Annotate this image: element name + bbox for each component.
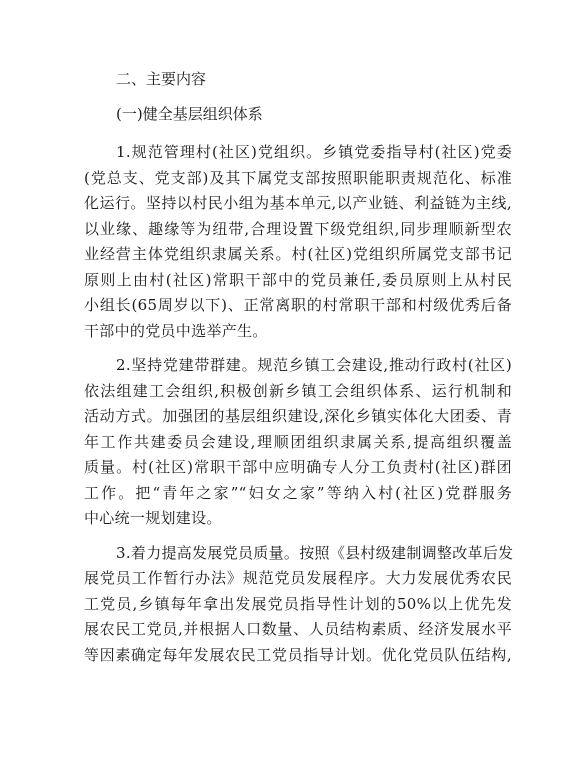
paragraph-line: 展农民工党员,并根据人口数量、人员结构素质、经济发展水平 [84,620,512,638]
paragraph-1 [84,140,512,344]
paragraph-line: 活动方式。加强团的基层组织建设,深化乡镇实体化大团委、青 [84,407,512,425]
paragraph-line: 干部中的党员中选举产生。 [84,321,268,340]
paragraph-line: 等因素确定每年发展农民工党员指导计划。优化党员队伍结构, [84,645,512,664]
paragraph-line: 以业缘、趣缘等为纽带,合理设置下级党组织,同步理顺新型农 [84,219,512,238]
paragraph-line: 2.坚持党建带群建。规范乡镇工会建设,推动行政村(社区) [116,356,512,374]
paragraph-line: 小组长(65周岁以下)、正常离职的村常职干部和村级优秀后备 [84,296,512,314]
paragraph-line: 业经营主体党组织隶属关系。村(社区)党组织所属党支部书记 [84,245,512,263]
paragraph-3 [84,541,512,669]
paragraph-line: 原则上由村(社区)常职干部中的党员兼任,委员原则上从村民 [84,270,512,289]
section-heading: 二、主要内容 [116,70,207,88]
document-body [84,70,512,677]
paragraph-line: 依法组建工会组织,积极创新乡镇工会组织体系、运行机制和 [84,381,512,400]
paragraph-line: 展党员工作暂行办法》规范党员发展程序。大力发展优秀农民 [84,569,512,587]
subsection-heading: (一)健全基层组织体系 [116,105,263,123]
paragraph-line: 1.规范管理村(社区)党组织。乡镇党委指导村(社区)党委 [116,143,512,161]
paragraph-line: (党总支、党支部)及其下属党支部按照职能职责规范化、标准 [84,168,512,187]
paragraph-line: 工作。把“青年之家”“妇女之家”等纳入村(社区)党群服务 [84,483,512,502]
paragraph-line: 年工作共建委员会建设,理顺团组织隶属关系,提高组织覆盖 [84,432,512,451]
paragraph-line: 3.着力提高发展党员质量。按照《县村级建制调整改革后发 [116,543,514,562]
paragraph-line: 化运行。坚持以村民小组为基本单元,以产业链、利益链为主线, [84,194,512,212]
paragraph-line: 质量。村(社区)常职干部中应明确专人分工负责村(社区)群团 [84,458,512,476]
paragraph-line: 工党员,乡镇每年拿出发展党员指导性计划的50%以上优先发 [84,594,512,613]
paragraph-2 [84,353,512,532]
paragraph-line: 中心统一规划建设。 [84,509,222,527]
